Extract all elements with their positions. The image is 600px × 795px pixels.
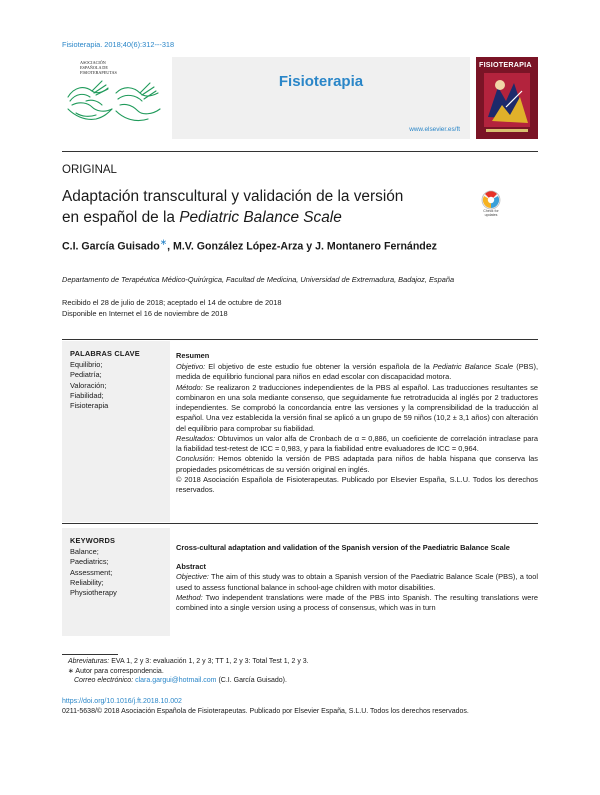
crossmark-label: Check for updates	[483, 209, 499, 217]
keyword: Balance;	[70, 547, 99, 556]
author-name: J. Montanero Fernández	[315, 240, 437, 253]
doi-link[interactable]: https://doi.org/10.1016/j.ft.2018.10.002	[62, 698, 182, 705]
journal-title: Fisioterapia	[278, 73, 364, 90]
resumen-body: Objetivo: El objetivo de este estudio fue obtener la versión española de la Pediatric Balance Scale (PBS), medida de equilibrio funcional para niños en edad escolar con discapacidad motora. Método: Se realizaron 2 traducciones independientes de la PBS al español. Las traducciones resultantes se combinaron en una sola mediante consenso, que seguidamente fue retrotraducida al inglés por 2 traductores independientes. Se comprobó la concordancia entre las versiones y la comprensibilidad de la traducción al español. Una vez establecida la versión final se aplicó a un grupo de 59 niños (10,2 ± 3,1 años) con alteración del equilibrio para comprobar su fiabilidad. Resultados: Obtuvimos un valor alfa de Cronbach de α = 0,886, un coeficiente de correlación intraclase para la fiabilidad test-retest de ICC = 0,983, y para la fiabilidad entre evaluadores de ICC = 0,964. Conclusión: Hemos obtenido la versión de PBS adaptada para niños de habla hispana que conserva las propiedades psicométricas de su versión original en inglés. © 2018 Asociación Española de Fisioterapeutas. Publicado por Elsevier España, S.L.U. Todos los derechos reservados.	[176, 362, 538, 494]
resumen-section	[176, 351, 538, 495]
keyword: Reliability;	[70, 577, 104, 587]
received-date: Recibido el 28 de julio de 2018; aceptado el 14 de octubre de 2018	[62, 298, 282, 307]
society-logo-text: ASOCIACIÓN ESPAÑOLA DE FISIOTERAPEUTAS	[80, 60, 117, 75]
keyword: Pediatría;	[70, 370, 102, 380]
resumen-heading: Resumen	[176, 351, 210, 360]
article-title: Adaptación transcultural y validación de la versión en español de la Pediatric Balance Scale	[62, 188, 404, 226]
abstract-heading: Abstract	[176, 562, 206, 572]
crossmark-icon	[478, 190, 504, 210]
cover-illustration-icon	[476, 57, 538, 139]
online-date: Disponible en Internet el 16 de noviembre de 2018	[62, 308, 228, 318]
abstract-body: Objective: The aim of this study was to obtain a Spanish version of the Paediatric Balance Scale (PBS), a tool used to assess functional balance in school-age children with motor disabilities. Method: Two independent translations were made of the PBS into Spanish. The resulting translations were combined into a single version using a process of consensus, which was in turn	[176, 572, 538, 613]
journal-url-link[interactable]: www.elsevier.es/ft	[409, 126, 460, 133]
keywords-es-panel	[62, 341, 170, 522]
abbreviations-note: Abreviaturas: EVA 1, 2 y 3: evaluación 1, 2 y 3; TT 1, 2 y 3: Total Test 1, 2 y 3.	[68, 658, 309, 665]
abstract-section	[176, 543, 538, 613]
keywords-es-heading: PALABRAS CLAVE	[70, 349, 140, 358]
corresponding-mark: ∗	[159, 237, 168, 247]
author-name: M.V. González López-Arza	[173, 240, 304, 253]
header-divider	[62, 151, 538, 152]
cover-title: FISIOTERAPIA	[479, 60, 532, 69]
keyword: Fiabilidad;	[70, 390, 104, 400]
journal-citation: Fisioterapia. 2018;40(6):312---318	[62, 40, 175, 49]
email-note: Correo electrónico: clara.gargui@hotmail.com (C.I. García Guisado).	[74, 677, 287, 685]
article-dates	[62, 298, 281, 319]
resumen-copyright: © 2018 Asociación Española de Fisioterapeutas. Publicado por Elsevier España, S.L.U. Todos los derechos reservados.	[176, 474, 538, 494]
check-for-updates-button[interactable]	[478, 190, 504, 222]
author-list: C.I. García Guisado∗, M.V. González López-Arza y J. Montanero Fernández	[62, 237, 437, 253]
keyword: Equilibrio;	[70, 360, 103, 369]
society-logo	[62, 57, 170, 139]
article-section: ORIGINAL	[62, 164, 117, 176]
author-name: C.I. García Guisado	[62, 240, 160, 253]
issn-copyright: 0211-5638/© 2018 Asociación Española de Fisioterapeutas. Publicado por Elsevier España, S.L.U. Todos los derechos reservados.	[62, 707, 469, 715]
keyword: Valoración;	[70, 380, 107, 390]
journal-cover	[476, 57, 538, 139]
footnotes	[68, 657, 309, 686]
keyword: Paediatrics;	[70, 557, 109, 567]
abstract-divider	[62, 523, 538, 524]
keyword: Assessment;	[70, 567, 113, 577]
keywords-en-heading: KEYWORDS	[70, 536, 116, 545]
footnote-rule	[62, 654, 118, 655]
email-link[interactable]: clara.gargui@hotmail.com	[135, 677, 217, 685]
correspondence-note: ∗ Autor para correspondencia.	[68, 667, 164, 675]
meta-divider	[62, 339, 538, 340]
keywords-es-list	[70, 360, 108, 411]
affiliation: Departamento de Terapéutica Médico-Quirúrgica, Facultad de Medicina, Universidad de Extremadura, Badajoz, España	[62, 275, 455, 284]
keyword: Fisioterapia	[70, 401, 109, 411]
journal-banner	[172, 57, 470, 139]
publication-info	[62, 697, 469, 716]
keywords-en-panel	[62, 528, 170, 636]
english-title: Cross-cultural adaptation and validation of the Spanish version of the Paediatric Balance Scale	[176, 543, 510, 552]
keyword: Physiotherapy	[70, 588, 117, 598]
keywords-en-list	[70, 547, 117, 598]
